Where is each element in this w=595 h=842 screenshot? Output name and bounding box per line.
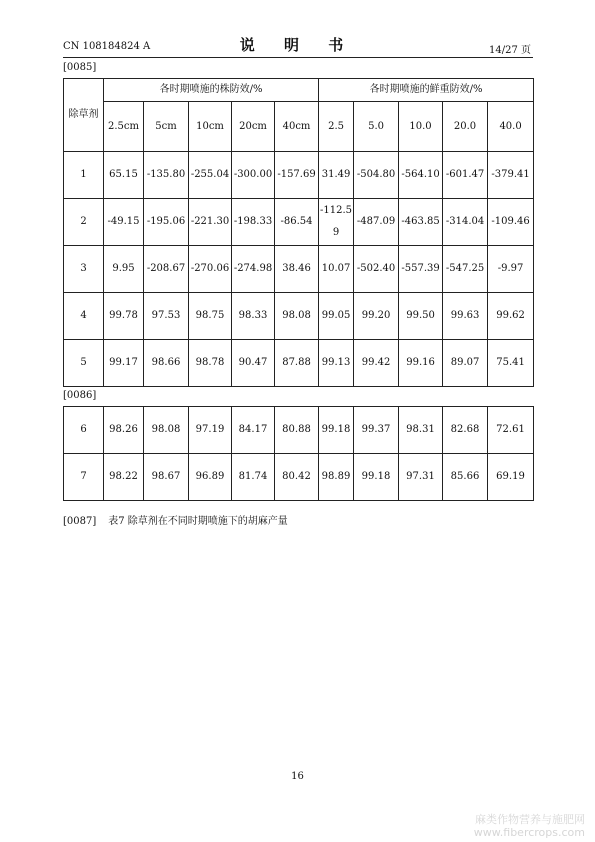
table-cell: -9.97: [488, 246, 534, 293]
table-cell: 98.08: [275, 293, 319, 340]
page-header: [0, 32, 595, 58]
table-cell: -463.85: [399, 199, 443, 246]
table-cell: -109.46: [488, 199, 534, 246]
table-cell: 98.33: [232, 293, 275, 340]
table-cell: 98.26: [104, 407, 144, 454]
group-header-freshweight-control: 各时期喷施的鲜重防效/%: [319, 79, 534, 102]
row-header-cell: 除草剂: [64, 79, 104, 152]
table-cell: 89.07: [443, 340, 488, 387]
herbicide-id-cell: 5: [64, 340, 104, 387]
table-cell: -379.41: [488, 152, 534, 199]
table-cell: 72.61: [488, 407, 534, 454]
table-cell: 98.22: [104, 454, 144, 501]
document-title: 说 明 书: [239, 36, 356, 54]
table-cell: 96.89: [189, 454, 232, 501]
table-cell: -198.33: [232, 199, 275, 246]
watermark-site-name: 麻类作物营养与施肥网: [475, 813, 585, 826]
table-cell: 10.07: [319, 246, 354, 293]
table-row: [64, 152, 534, 199]
table-cell: 85.66: [443, 454, 488, 501]
table-cell: 9.95: [104, 246, 144, 293]
paragraph-marker-0085: [0085]: [63, 62, 97, 73]
table-row: [64, 407, 534, 454]
table-cell: -270.06: [189, 246, 232, 293]
table-subheader-row: [64, 102, 534, 152]
table-cell: -112.59: [319, 199, 354, 246]
table-cell: -195.06: [144, 199, 189, 246]
table-cell: 38.46: [275, 246, 319, 293]
table-cell: 99.20: [354, 293, 399, 340]
table-cell: 99.18: [354, 454, 399, 501]
table-cell: 98.89: [319, 454, 354, 501]
column-header: 20cm: [232, 102, 275, 152]
table-row: [64, 199, 534, 246]
table-cell: 90.47: [232, 340, 275, 387]
table-cell: 80.88: [275, 407, 319, 454]
column-header: 2.5cm: [104, 102, 144, 152]
table-cell: 97.31: [399, 454, 443, 501]
table-cell: 82.68: [443, 407, 488, 454]
table-cell: 31.49: [319, 152, 354, 199]
column-header: 5cm: [144, 102, 189, 152]
page-counter: 14/27 页: [489, 45, 531, 56]
table-cell: 97.19: [189, 407, 232, 454]
column-header: 5.0: [354, 102, 399, 152]
table-cell: 99.18: [319, 407, 354, 454]
table-cell: -157.69: [275, 152, 319, 199]
table-cell: 99.78: [104, 293, 144, 340]
table-cell: 84.17: [232, 407, 275, 454]
herbicide-id-cell: 1: [64, 152, 104, 199]
table-cell: -86.54: [275, 199, 319, 246]
table-cell: 99.16: [399, 340, 443, 387]
caption-text: 表7 除草剂在不同时期喷施下的胡麻产量: [108, 516, 288, 527]
table-cell: 99.63: [443, 293, 488, 340]
table-cell: 80.42: [275, 454, 319, 501]
table-cell: 99.13: [319, 340, 354, 387]
herbicide-id-cell: 7: [64, 454, 104, 501]
header-divider: [63, 57, 533, 58]
table-cell: -547.25: [443, 246, 488, 293]
table-cell: -504.80: [354, 152, 399, 199]
table-cell: 87.88: [275, 340, 319, 387]
table-cell: 65.15: [104, 152, 144, 199]
column-header: 40.0: [488, 102, 534, 152]
table-cell: 99.50: [399, 293, 443, 340]
table-cell: 69.19: [488, 454, 534, 501]
herbicide-id-cell: 4: [64, 293, 104, 340]
herbicide-efficacy-table-continued: [63, 406, 534, 501]
watermark: [474, 813, 585, 839]
table-cell: 98.78: [189, 340, 232, 387]
herbicide-id-cell: 3: [64, 246, 104, 293]
table-cell: 99.05: [319, 293, 354, 340]
table-caption: [63, 512, 288, 527]
watermark-url: www.fibercrops.com: [473, 826, 585, 839]
herbicide-id-cell: 6: [64, 407, 104, 454]
table-cell: -502.40: [354, 246, 399, 293]
table-cell: 81.74: [232, 454, 275, 501]
table-cell: -601.47: [443, 152, 488, 199]
column-header: 2.5: [319, 102, 354, 152]
table-cell: -314.04: [443, 199, 488, 246]
paragraph-marker-0086: [0086]: [63, 390, 97, 401]
page-number: 16: [291, 771, 304, 782]
herbicide-id-cell: 2: [64, 199, 104, 246]
table-row: [64, 340, 534, 387]
table-cell: 98.75: [189, 293, 232, 340]
table-cell: 98.66: [144, 340, 189, 387]
table-cell: 98.08: [144, 407, 189, 454]
group-header-plant-control: 各时期喷施的株防效/%: [104, 79, 319, 102]
table-row: [64, 454, 534, 501]
table-cell: -300.00: [232, 152, 275, 199]
table-cell: 98.67: [144, 454, 189, 501]
table-cell: -221.30: [189, 199, 232, 246]
table-cell: 99.37: [354, 407, 399, 454]
column-header: 10.0: [399, 102, 443, 152]
paragraph-marker-0087: [0087]: [63, 516, 97, 527]
patent-number: CN 108184824 A: [63, 41, 151, 52]
table-cell: -255.04: [189, 152, 232, 199]
table-row: [64, 246, 534, 293]
table-cell: 99.42: [354, 340, 399, 387]
column-header: 10cm: [189, 102, 232, 152]
herbicide-efficacy-table: [63, 78, 534, 387]
table-cell: 98.31: [399, 407, 443, 454]
table-cell: -49.15: [104, 199, 144, 246]
table-row: [64, 293, 534, 340]
table-cell: -557.39: [399, 246, 443, 293]
table-cell: -487.09: [354, 199, 399, 246]
table-cell: -564.10: [399, 152, 443, 199]
table-cell: 99.62: [488, 293, 534, 340]
table-cell: 99.17: [104, 340, 144, 387]
table-cell: -135.80: [144, 152, 189, 199]
table-cell: -208.67: [144, 246, 189, 293]
table-group-header-row: [64, 79, 534, 102]
table-cell: 75.41: [488, 340, 534, 387]
table-cell: 97.53: [144, 293, 189, 340]
table-cell: -274.98: [232, 246, 275, 293]
column-header: 40cm: [275, 102, 319, 152]
column-header: 20.0: [443, 102, 488, 152]
